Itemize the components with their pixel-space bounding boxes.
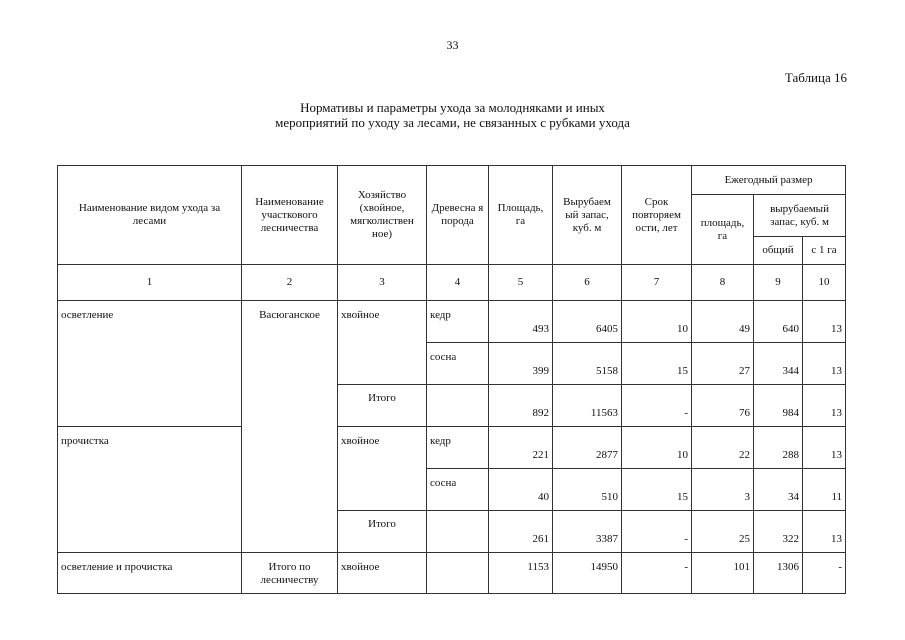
header-forestry: Наименование участкового лесничества [242,166,338,265]
subtotal-label: Итого [338,511,427,553]
annual-area-value: 22 [692,427,754,469]
group-lightening-and-cleaning: осветление и прочистка [58,553,242,594]
page-number: 33 [446,38,459,52]
title-line-1: Нормативы и параметры ухода за молодняками и иных [300,100,605,115]
period-value: - [622,553,692,594]
col-num-2: 2 [242,265,338,301]
header-species: Древесна я порода [427,166,489,265]
stock-value: 3387 [553,511,622,553]
annual-per-ha-value: 13 [803,511,846,553]
empty-cell [427,511,489,553]
col-num-1: 1 [58,265,242,301]
col-num-5: 5 [489,265,553,301]
annual-per-ha-value: 13 [803,385,846,427]
species: сосна [427,469,489,511]
area-value: 221 [489,427,553,469]
header-cut-stock: Вырубаем ый запас, куб. м [553,166,622,265]
period-value: - [622,511,692,553]
area-value: 493 [489,301,553,343]
empty-cell [427,553,489,594]
group-cleaning: прочистка [58,427,242,553]
stock-value: 510 [553,469,622,511]
header-row-1 [58,166,846,195]
table-id: Таблица 16 [784,70,847,85]
area-value: 40 [489,469,553,511]
species: кедр [427,301,489,343]
period-value: 10 [622,427,692,469]
col-num-4: 4 [427,265,489,301]
col-num-7: 7 [622,265,692,301]
annual-total-value: 640 [754,301,803,343]
table-row [58,427,846,469]
header-area: Площадь, га [489,166,553,265]
header-annual-size: Ежегодный размер [692,166,846,195]
farm-type: хвойное [338,553,427,594]
col-num-9: 9 [754,265,803,301]
area-value: 892 [489,385,553,427]
forestry-name: Васюганское [242,301,338,553]
species: кедр [427,427,489,469]
annual-total-value: 1306 [754,553,803,594]
annual-total-value: 322 [754,511,803,553]
annual-per-ha-value: 13 [803,427,846,469]
area-value: 399 [489,343,553,385]
annual-total-value: 34 [754,469,803,511]
annual-per-ha-value: 13 [803,301,846,343]
period-value: 15 [622,469,692,511]
annual-area-value: 27 [692,343,754,385]
annual-total-value: 288 [754,427,803,469]
period-value: 10 [622,301,692,343]
table-title [0,100,905,130]
area-value: 261 [489,511,553,553]
period-value: 15 [622,343,692,385]
header-annual-cut: вырубаемый запас, куб. м [754,195,846,237]
subtotal-label: Итого [338,385,427,427]
header-annual-total: общий [754,237,803,265]
forestry-total-label: Итого по лесничеству [242,553,338,594]
table-row-total [58,553,846,594]
stock-value: 6405 [553,301,622,343]
stock-value: 5158 [553,343,622,385]
forest-care-table [57,165,846,594]
annual-per-ha-value: 13 [803,343,846,385]
header-farm: Хозяйство (хвойное, мягколиствен ное) [338,166,427,265]
area-value: 1153 [489,553,553,594]
farm-type: хвойное [338,301,427,385]
farm-type: хвойное [338,427,427,511]
header-care-type: Наименование видом ухода за лесами [58,166,242,265]
annual-area-value: 3 [692,469,754,511]
stock-value: 14950 [553,553,622,594]
col-num-8: 8 [692,265,754,301]
col-num-6: 6 [553,265,622,301]
col-num-3: 3 [338,265,427,301]
period-value: - [622,385,692,427]
annual-total-value: 984 [754,385,803,427]
column-number-row [58,265,846,301]
annual-per-ha-value: - [803,553,846,594]
annual-area-value: 101 [692,553,754,594]
species: сосна [427,343,489,385]
table-row [58,301,846,343]
stock-value: 2877 [553,427,622,469]
header-repeat-period: Срок повторяем ости, лет [622,166,692,265]
annual-area-value: 25 [692,511,754,553]
stock-value: 11563 [553,385,622,427]
annual-total-value: 344 [754,343,803,385]
col-num-10: 10 [803,265,846,301]
annual-area-value: 49 [692,301,754,343]
group-lightening: осветление [58,301,242,427]
header-annual-area: площадь, га [692,195,754,265]
empty-cell [427,385,489,427]
annual-area-value: 76 [692,385,754,427]
header-annual-per-ha: с 1 га [803,237,846,265]
title-line-2: мероприятий по уходу за лесами, не связанных с рубками ухода [275,115,630,130]
annual-per-ha-value: 11 [803,469,846,511]
